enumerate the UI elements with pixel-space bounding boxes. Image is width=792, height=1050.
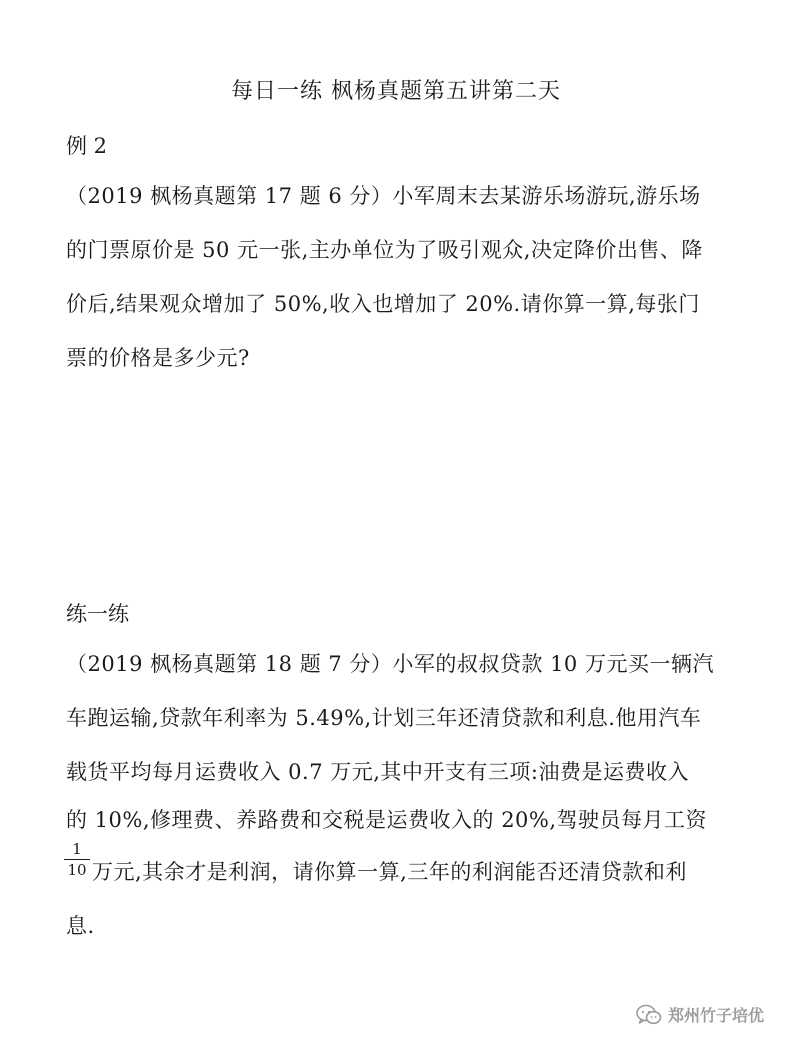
practice-line: 车跑运输,贷款年利率为 5.49%,计划三年还清贷款和利息.他用汽车: [66, 706, 702, 730]
practice-line: 万元,其余才是利润，请你算一算,三年的利润能否还清贷款和利: [92, 860, 687, 884]
example-line: 票的价格是多少元?: [66, 346, 250, 370]
practice-line: 载货平均每月运费收入 0.7 万元,其中开支有三项:油费是运费收入: [66, 760, 689, 784]
example-heading: 例 2: [66, 134, 108, 158]
practice-heading: 练一练: [66, 602, 129, 626]
practice-line: 息.: [66, 914, 95, 938]
fraction-denominator: 10: [67, 861, 87, 879]
fraction-numerator: 1: [72, 840, 82, 858]
example-line: （2019 枫杨真题第 17 题 6 分）小军周末去某游乐场游玩,游乐场: [66, 184, 701, 208]
salary-fraction: [64, 842, 90, 878]
practice-line: 的 10%,修理费、养路费和交税是运费收入的 20%,驾驶员每月工资: [66, 808, 708, 832]
example-line: 的门票原价是 50 元一张,主办单位为了吸引观众,决定降价出售、降: [66, 238, 703, 262]
watermark-text: 郑州竹子培优: [667, 1006, 764, 1025]
example-line: 价后,结果观众增加了 50%,收入也增加了 20%.请你算一算,每张门: [66, 292, 700, 316]
page-title: 每日一练 枫杨真题第五讲第二天: [231, 79, 561, 104]
practice-line: （2019 枫杨真题第 18 题 7 分）小军的叔叔贷款 10 万元买一辆汽: [66, 652, 714, 676]
wechat-icon: [636, 1004, 662, 1026]
watermark: [636, 1003, 764, 1026]
